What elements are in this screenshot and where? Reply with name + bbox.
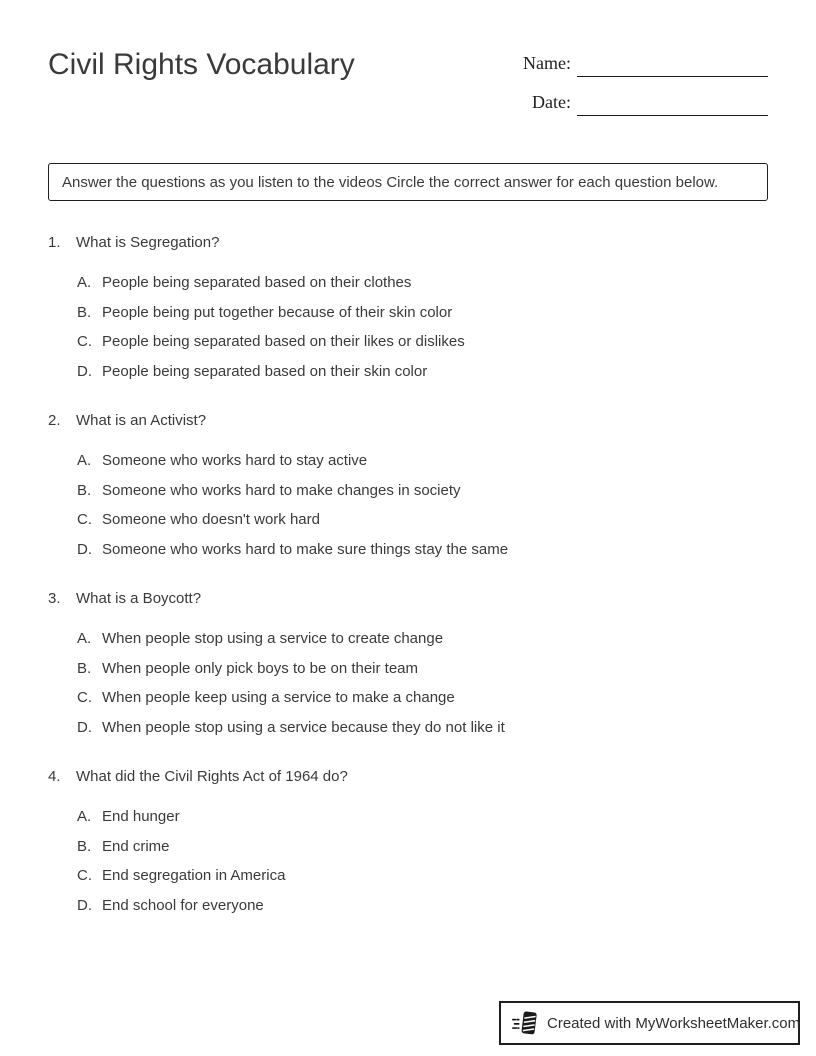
option-text: When people only pick boys to be on their team — [102, 659, 419, 677]
flying-worksheet-icon — [512, 1008, 539, 1038]
question-block — [48, 767, 768, 915]
name-label: Name: — [523, 53, 571, 73]
page-title: Civil Rights Vocabulary — [48, 48, 355, 81]
option-letter: B. — [77, 659, 92, 677]
option-text: End segregation in America — [102, 867, 286, 884]
question-text: What is Segregation? — [76, 234, 220, 251]
answer-option — [77, 332, 768, 351]
option-text: People being separated based on their skin color — [102, 362, 428, 380]
question-text: What is a Boycott? — [76, 590, 202, 607]
option-letter: C. — [77, 511, 92, 528]
option-letter: D. — [77, 540, 92, 558]
option-letter: C. — [77, 867, 92, 884]
option-text: People being separated based on their clothes — [102, 274, 412, 291]
instructions-box — [48, 163, 768, 201]
question-number: 2. — [48, 412, 61, 429]
question-number: 3. — [48, 590, 61, 607]
question-list — [48, 233, 768, 945]
answer-option — [77, 718, 768, 737]
answer-option — [77, 837, 768, 856]
option-text: Someone who works hard to make changes in society — [102, 481, 461, 499]
answer-option — [77, 807, 768, 826]
answer-option — [77, 481, 768, 500]
option-text: People being separated based on their likes or dislikes — [102, 333, 465, 350]
question-text: What is an Activist? — [76, 412, 207, 429]
answer-option — [77, 629, 768, 648]
answer-option — [77, 273, 768, 292]
option-text: People being put together because of their skin color — [102, 303, 453, 321]
option-letter: C. — [77, 689, 92, 706]
answer-option — [77, 659, 768, 678]
option-letter: B. — [77, 303, 92, 321]
footer-credit-text: Created with MyWorksheetMaker.com — [547, 1014, 801, 1032]
name-input-line[interactable] — [577, 76, 768, 77]
option-text: Someone who doesn't work hard — [102, 511, 320, 528]
option-letter: A. — [77, 274, 92, 291]
answer-option — [77, 451, 768, 470]
question — [48, 233, 768, 252]
question — [48, 411, 768, 430]
option-text: Someone who works hard to make sure things stay the same — [102, 540, 509, 558]
option-text: End crime — [102, 837, 170, 855]
option-text: When people stop using a service to create change — [102, 630, 444, 647]
date-input-line[interactable] — [577, 115, 768, 116]
question-block — [48, 233, 768, 381]
question-number: 1. — [48, 234, 61, 251]
answer-option — [77, 540, 768, 559]
question — [48, 767, 768, 786]
option-letter: D. — [77, 718, 92, 736]
answer-option — [77, 362, 768, 381]
answer-option — [77, 510, 768, 529]
option-letter: D. — [77, 362, 92, 380]
answer-option — [77, 896, 768, 915]
question-block — [48, 411, 768, 559]
question — [48, 589, 768, 608]
date-label: Date: — [532, 92, 571, 112]
option-letter: A. — [77, 452, 92, 469]
option-text: Someone who works hard to stay active — [102, 452, 368, 469]
option-text: When people stop using a service because they do not like it — [102, 718, 505, 736]
answer-option — [77, 688, 768, 707]
option-letter: C. — [77, 333, 92, 350]
option-text: End school for everyone — [102, 896, 264, 914]
question-text: What did the Civil Rights Act of 1964 do? — [76, 768, 348, 785]
option-text: End hunger — [102, 808, 180, 825]
answer-option — [77, 303, 768, 322]
question-number: 4. — [48, 768, 61, 785]
answer-option — [77, 866, 768, 885]
instructions-text: Answer the questions as you listen to the videos Circle the correct answer for each question below. — [62, 173, 719, 191]
option-text: When people keep using a service to make a change — [102, 689, 455, 706]
footer-badge — [499, 1001, 800, 1045]
option-letter: A. — [77, 808, 92, 825]
question-block — [48, 589, 768, 737]
option-letter: B. — [77, 837, 92, 855]
option-letter: A. — [77, 630, 92, 647]
option-letter: D. — [77, 896, 92, 914]
option-letter: B. — [77, 481, 92, 499]
